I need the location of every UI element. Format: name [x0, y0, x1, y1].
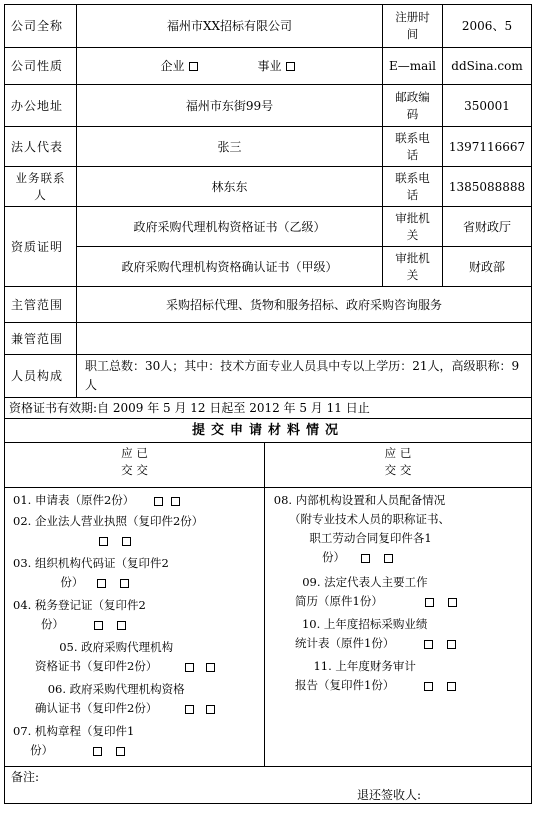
- item07-done-checkbox[interactable]: [116, 747, 125, 756]
- legal-phone-value: 1397116667: [443, 127, 531, 167]
- cert1-authority-value: 省财政厅: [443, 207, 531, 247]
- cert1-authority-label: 审批机关: [383, 207, 443, 247]
- validity-line: 资格证书有效期:自 2009 年 5 月 12 日起至 2012 年 5 月 11 日止: [5, 398, 531, 419]
- list-item: 03. 组织机构代码证（复印件2 份）: [13, 556, 169, 589]
- left-header-bottom: 交 交: [121, 463, 148, 477]
- item05-due-checkbox[interactable]: [185, 663, 194, 672]
- list-item: 04. 税务登记证（复印件2 份）: [13, 598, 146, 631]
- item11-due-checkbox[interactable]: [424, 682, 433, 691]
- legal-phone-label: 联系电话: [383, 127, 443, 167]
- item08-due-checkbox[interactable]: [361, 554, 370, 563]
- item06-due-checkbox[interactable]: [185, 705, 194, 714]
- qualification-label: 资质证明: [5, 207, 77, 287]
- item01-due-checkbox[interactable]: [154, 497, 163, 506]
- left-header-divider: [5, 487, 264, 488]
- postcode-value: 350001: [443, 85, 531, 127]
- right-header-top: 应 已: [384, 446, 412, 460]
- type-enterprise-checkbox[interactable]: [189, 62, 198, 71]
- company-name-label: 公司全称: [5, 5, 77, 48]
- materials-right-column: [265, 443, 531, 767]
- main-scope-value: 采购招标代理、货物和服务招标、政府采购咨询服务: [77, 287, 531, 323]
- address-label: 办公地址: [5, 85, 77, 127]
- email-value: ddSina.com: [443, 48, 531, 85]
- email-label: E—mail: [383, 48, 443, 85]
- side-scope-value: [77, 323, 531, 355]
- materials-left-column: [5, 443, 265, 767]
- legal-rep-label: 法人代表: [5, 127, 77, 167]
- item09-done-checkbox[interactable]: [448, 598, 457, 607]
- register-time-label: 注册时间: [383, 5, 443, 48]
- staff-value: 职工总数：30人；其中：技术方面专业人员具中专以上学历：21人，高级职称：9人: [77, 355, 531, 398]
- item03-done-checkbox[interactable]: [120, 579, 129, 588]
- left-header: [5, 445, 264, 485]
- cert2-name: 政府采购代理机构资格确认证书（甲级）: [77, 247, 383, 287]
- item11-done-checkbox[interactable]: [447, 682, 456, 691]
- register-time-value: 2006、5: [443, 5, 531, 48]
- item10-done-checkbox[interactable]: [447, 640, 456, 649]
- item07-due-checkbox[interactable]: [93, 747, 102, 756]
- postcode-label: 邮政编码: [383, 85, 443, 127]
- list-item: 07. 机构章程（复印件1 份）: [13, 724, 135, 757]
- item09-due-checkbox[interactable]: [425, 598, 434, 607]
- item02-done-checkbox[interactable]: [122, 537, 131, 546]
- side-scope-label: 兼管范围: [5, 323, 77, 355]
- item10-due-checkbox[interactable]: [424, 640, 433, 649]
- cert2-authority-label: 审批机关: [383, 247, 443, 287]
- item03-due-checkbox[interactable]: [97, 579, 106, 588]
- contact-phone-label: 联系电话: [383, 167, 443, 207]
- remarks-label: 备注:: [11, 770, 40, 784]
- company-name-value: 福州市XX招标有限公司: [77, 5, 383, 48]
- item06-done-checkbox[interactable]: [206, 705, 215, 714]
- list-item: 05. 政府采购代理机构 资格证书（复印件2份）: [13, 638, 219, 676]
- return-signer-label: 退还签收人:: [357, 788, 422, 802]
- staff-label: 人员构成: [5, 355, 77, 398]
- application-form: [4, 4, 532, 804]
- type-enterprise-label: 企业: [160, 59, 185, 73]
- item08-done-checkbox[interactable]: [384, 554, 393, 563]
- list-item: 09. 法定代表人主要工作 简历（原件1份）: [269, 573, 461, 611]
- right-header: [265, 445, 531, 485]
- item04-due-checkbox[interactable]: [94, 621, 103, 630]
- cert1-name: 政府采购代理机构资格证书（乙级）: [77, 207, 383, 247]
- main-scope-label: 主管范围: [5, 287, 77, 323]
- list-item: 10. 上年度招标采购业绩 统计表（原件1份）: [269, 615, 460, 653]
- address-value: 福州市东街99号: [77, 85, 383, 127]
- list-item: 11. 上年度财务审计 报告（复印件1份）: [269, 657, 460, 695]
- company-type-options: [77, 48, 383, 85]
- contact-phone-value: 1385088888: [443, 167, 531, 207]
- type-institution-label: 事业: [257, 59, 282, 73]
- item04-done-checkbox[interactable]: [117, 621, 126, 630]
- cert2-authority-value: 财政部: [443, 247, 531, 287]
- item02-due-checkbox[interactable]: [99, 537, 108, 546]
- list-item: 01. 申请表（原件2份）: [13, 491, 184, 510]
- contact-label: 业务联系人: [5, 167, 77, 207]
- item01-done-checkbox[interactable]: [171, 497, 180, 506]
- remarks-area: [5, 767, 531, 803]
- list-item: 06. 政府采购代理机构资格 确认证书（复印件2份）: [13, 680, 219, 718]
- type-institution-checkbox[interactable]: [286, 62, 295, 71]
- list-item: 08. 内部机构设置和人员配备情况 （附专业技术人员的职称证书、 职工劳动合同复印件各1 份）: [273, 493, 450, 564]
- right-header-bottom: 交 交: [384, 463, 412, 477]
- legal-rep-value: 张三: [77, 127, 383, 167]
- list-item: 02. 企业法人营业执照（复印件2份）: [13, 512, 203, 550]
- left-header-top: 应 已: [121, 446, 148, 460]
- item05-done-checkbox[interactable]: [206, 663, 215, 672]
- right-header-divider: [265, 487, 531, 488]
- materials-title: 提交申请材料情况: [5, 419, 531, 443]
- company-type-label: 公司性质: [5, 48, 77, 85]
- contact-value: 林东东: [77, 167, 383, 207]
